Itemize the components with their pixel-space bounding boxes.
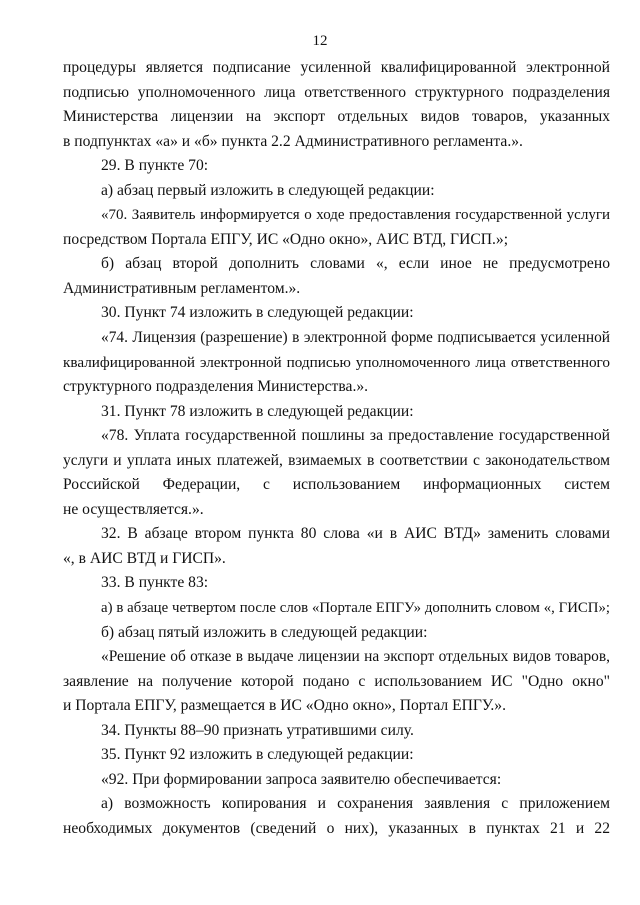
text-line: «92. При формировании запроса заявителю обеспечивается: [101,770,502,788]
text-line: подписью уполномоченного лица ответственного структурного подразделения [63,83,610,101]
text-line: а) возможность копирования и сохранения заявления с приложением [101,795,610,813]
text-line: б) абзац второй дополнить словами «, если иное не предусмотрено [101,255,610,273]
text-line: посредством Портала ЕПГУ, ИС «Одно окно», АИС ВТД, ГИСП.»; [63,230,509,248]
text-line: «74. Лицензия (разрешение) в электронной форме подписывается усиленной [101,329,610,347]
text-line: 35. Пункт 92 изложить в следующей редакции: [101,746,414,764]
text-line: структурного подразделения Министерства.». [63,378,369,396]
text-line: «70. Заявитель информируется о ходе предоставления государственной услуги [101,207,610,224]
text-line: «Решение об отказе в выдаче лицензии на экспорт отдельных видов товаров, [101,648,610,666]
text-line: «, в АИС ВТД и ГИСП». [63,549,226,567]
text-line: 34. Пункты 88–90 признать утратившими силу. [101,721,414,739]
text-line: 29. В пункте 70: [101,157,209,175]
text-line: а) в абзаце четвертом после слов «Портале ЕПГУ» дополнить словом «, ГИСП»; [101,600,610,617]
text-line: Российской Федерации, с использованием информационных систем [63,476,610,494]
text-line: 31. Пункт 78 изложить в следующей редакции: [101,402,414,420]
text-line: необходимых документов (сведений о них), указанных в пунктах 21 и 22 [63,819,610,837]
text-line: не осуществляется.». [63,500,204,518]
text-line: б) абзац пятый изложить в следующей редакции: [101,623,428,641]
page-number: 12 [312,33,328,49]
document-body [63,56,610,842]
text-line: Министерства лицензии на экспорт отдельных видов товаров, указанных [63,108,610,126]
text-line: заявление на получение которой подано с использованием ИС "Одно окно" [63,672,610,690]
text-line: Административным регламентом.». [63,279,301,297]
text-line: 33. В пункте 83: [101,574,209,592]
text-line: «78. Уплата государственной пошлины за предоставление государственной [101,427,610,445]
text-line: 30. Пункт 74 изложить в следующей редакции: [101,304,414,322]
text-line: и Портала ЕПГУ, размещается в ИС «Одно окно», Портал ЕПГУ.». [63,697,506,715]
text-line: 32. В абзаце втором пункта 80 слова «и в АИС ВТД» заменить словами [101,525,610,543]
text-line: а) абзац первый изложить в следующей редакции: [101,181,435,199]
text-line: процедуры является подписание усиленной квалифицированной электронной [63,59,610,76]
text-line: в подпунктах «а» и «б» пункта 2.2 Административного регламента.». [63,132,523,150]
text-line: услуги и уплата иных платежей, взимаемых в соответствии с законодательством [63,451,610,469]
text-line: квалифицированной электронной подписью уполномоченного лица ответственного [63,353,610,371]
